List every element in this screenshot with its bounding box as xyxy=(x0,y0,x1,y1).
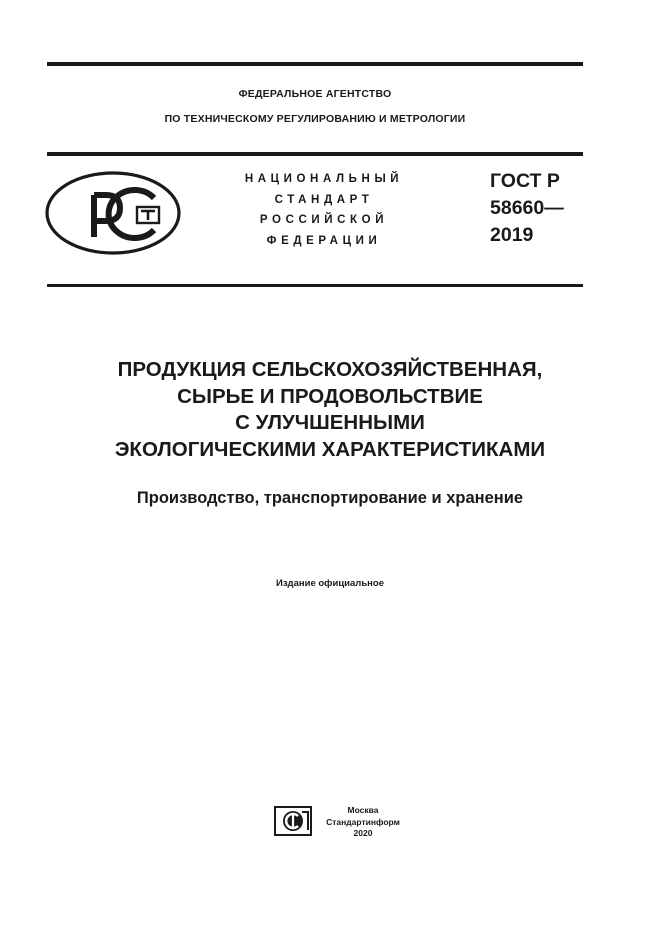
gost-r-logo-icon xyxy=(44,171,182,255)
title-line: ПРОДУКЦИЯ СЕЛЬСКОХОЗЯЙСТВЕННАЯ, xyxy=(117,358,543,381)
national-standard-label xyxy=(224,169,424,251)
middle-rule xyxy=(47,152,583,156)
standard-label-line: НАЦИОНАЛЬНЫЙ xyxy=(244,173,404,185)
document-subtitle: Производство, транспортирование и хранение xyxy=(136,489,524,507)
publisher-name: Стандартинформ xyxy=(326,816,400,827)
standard-code xyxy=(490,168,564,249)
document-title xyxy=(47,357,613,463)
edition-note: Издание официальное xyxy=(276,578,384,589)
title-line: ЭКОЛОГИЧЕСКИМИ ХАРАКТЕРИСТИКАМИ xyxy=(114,437,546,461)
standard-code-line: 2019 xyxy=(490,224,534,246)
title-line: С УЛУЧШЕННЫМИ xyxy=(235,411,425,434)
top-rule xyxy=(47,62,583,66)
standard-code-line: ГОСТ Р xyxy=(490,170,560,192)
publisher-info xyxy=(318,805,408,840)
standard-label-line: РОССИЙСКОЙ xyxy=(259,214,389,226)
publisher-city: Москва xyxy=(347,805,379,815)
agency-line-1: ФЕДЕРАЛЬНОЕ АГЕНТСТВО xyxy=(238,88,392,100)
standard-label-line: СТАНДАРТ xyxy=(274,193,374,206)
publisher-year: 2020 xyxy=(353,828,373,838)
standard-code-line: 58660— xyxy=(490,197,564,219)
bottom-rule xyxy=(47,284,583,287)
standartinform-logo-icon xyxy=(274,806,312,836)
title-line: СЫРЬЕ И ПРОДОВОЛЬСТВИЕ xyxy=(177,384,483,408)
standard-label-line: ФЕДЕРАЦИИ xyxy=(266,234,382,247)
agency-line-2: ПО ТЕХНИЧЕСКОМУ РЕГУЛИРОВАНИЮ И МЕТРОЛОГИИ xyxy=(164,113,466,125)
